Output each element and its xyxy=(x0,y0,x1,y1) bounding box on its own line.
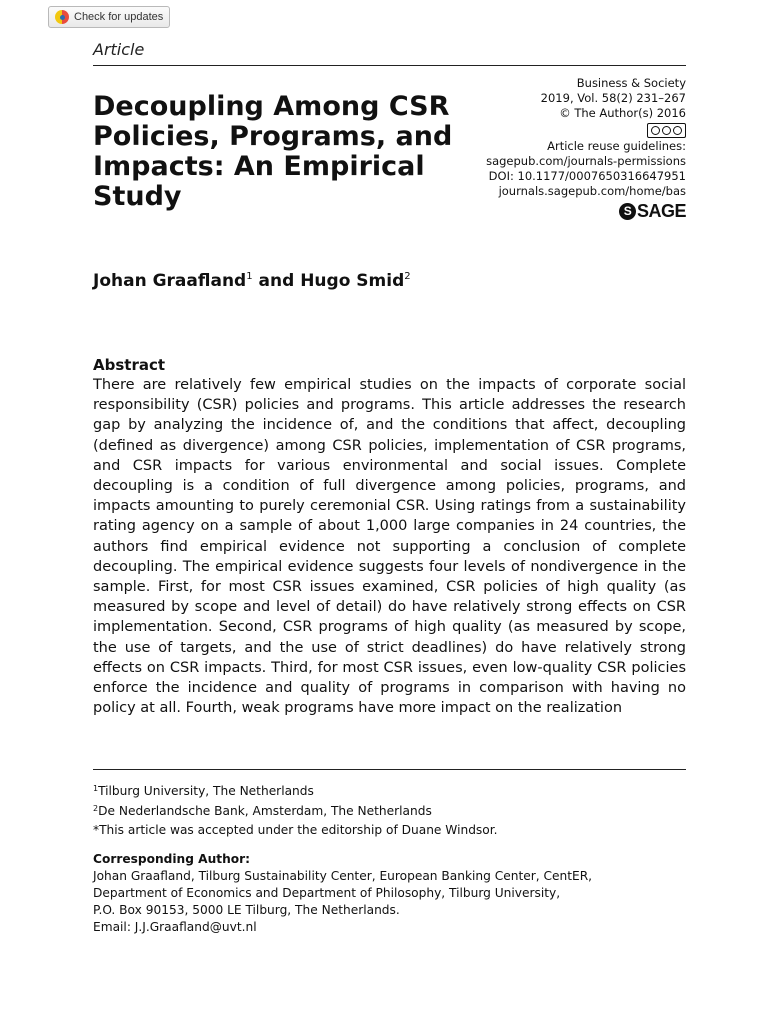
permissions-link[interactable]: sagepub.com/journals-permissions xyxy=(486,154,686,169)
affiliation-marker: 1 xyxy=(93,784,99,793)
sage-s-icon: S xyxy=(619,203,636,220)
doi[interactable]: DOI: 10.1177/0007650316647951 xyxy=(488,169,686,184)
author-name: Hugo Smid xyxy=(300,271,405,291)
affiliation-text: Tilburg University, The Netherlands xyxy=(98,784,314,798)
corresponding-author-label: Corresponding Author: xyxy=(93,852,251,866)
article-type-label: Article xyxy=(93,40,145,59)
journal-home-link[interactable]: journals.sagepub.com/home/bas xyxy=(498,184,686,199)
abstract-heading: Abstract xyxy=(93,356,166,374)
creative-commons-icon xyxy=(647,123,686,138)
check-for-updates-label: Check for updates xyxy=(74,11,164,23)
journal-info-block xyxy=(466,76,686,220)
affiliations xyxy=(93,780,432,820)
abstract-text: There are relatively few empirical studies on the impacts of corporate social responsibility (CSR) policies and programs. This article addresses the research gap by analyzing the incidence of, and the conditions that affect, decoupling (defined as divergence) among CSR policies, implementation of CSR programs, and CSR impacts for various environmental and social issues. Complete decoupling is a condition of full divergence among policies, programs, and impacts amounting to purely ceremonial CSR. Using ratings from a sustainability rating agency on a sample of about 1,000 large companies in 24 countries, the authors find empirical evidence not supporting a conclusion of complete decoupling. The empirical evidence suggests four levels of nondivergence in the sample. First, for most CSR issues examined, CSR policies of high quality (as measured by scope and level of detail) do have relatively strong effects on CSR implementation. Second, CSR programs of high quality (as measured by scope, the use of targets, and the use of strict deadlines) do have relatively strong effects on CSR impacts. Third, for most CSR issues, even low-quality CSR policies enforce the incidence and quality of programs in comparison with having no policy at all. Fourth, weak programs have more impact on the realization xyxy=(93,377,686,717)
corresponding-line: P.O. Box 90153, 5000 LE Tilburg, The Netherlands. xyxy=(93,903,400,917)
journal-name: Business & Society xyxy=(576,76,686,90)
affiliation-marker: 1 xyxy=(246,271,253,282)
journal-volume: 2019, Vol. 58(2) 231–267 xyxy=(540,91,686,106)
author-line xyxy=(93,271,411,291)
corresponding-email[interactable]: Email: J.J.Graafland@uvt.nl xyxy=(93,920,257,934)
sage-logo: S SAGE xyxy=(619,203,686,220)
crossmark-icon xyxy=(55,10,69,24)
reuse-guidelines-label: Article reuse guidelines: xyxy=(547,138,686,153)
check-for-updates-button[interactable] xyxy=(48,6,170,28)
affiliation-2 xyxy=(93,800,432,820)
article-title: Decoupling Among CSR Policies, Programs, and Impacts: An Empirical Study xyxy=(93,91,453,212)
author-connector: and xyxy=(252,271,301,291)
affiliation-text: De Nederlandsche Bank, Amsterdam, The Netherlands xyxy=(98,804,432,818)
affiliation-marker: 2 xyxy=(404,271,411,282)
author-name: Johan Graafland xyxy=(93,271,247,291)
footnote-divider xyxy=(93,769,686,770)
editor-note: *This article was accepted under the editorship of Duane Windsor. xyxy=(93,823,498,837)
copyright-line: © The Author(s) 2016 xyxy=(559,106,686,121)
affiliation-1 xyxy=(93,780,432,800)
corresponding-author-block xyxy=(93,851,592,936)
affiliation-marker: 2 xyxy=(93,804,99,813)
corresponding-line: Department of Economics and Department of Philosophy, Tilburg University, xyxy=(93,886,561,900)
header-divider xyxy=(93,65,686,66)
corresponding-line: Johan Graafland, Tilburg Sustainability Center, European Banking Center, CentER, xyxy=(93,869,593,883)
